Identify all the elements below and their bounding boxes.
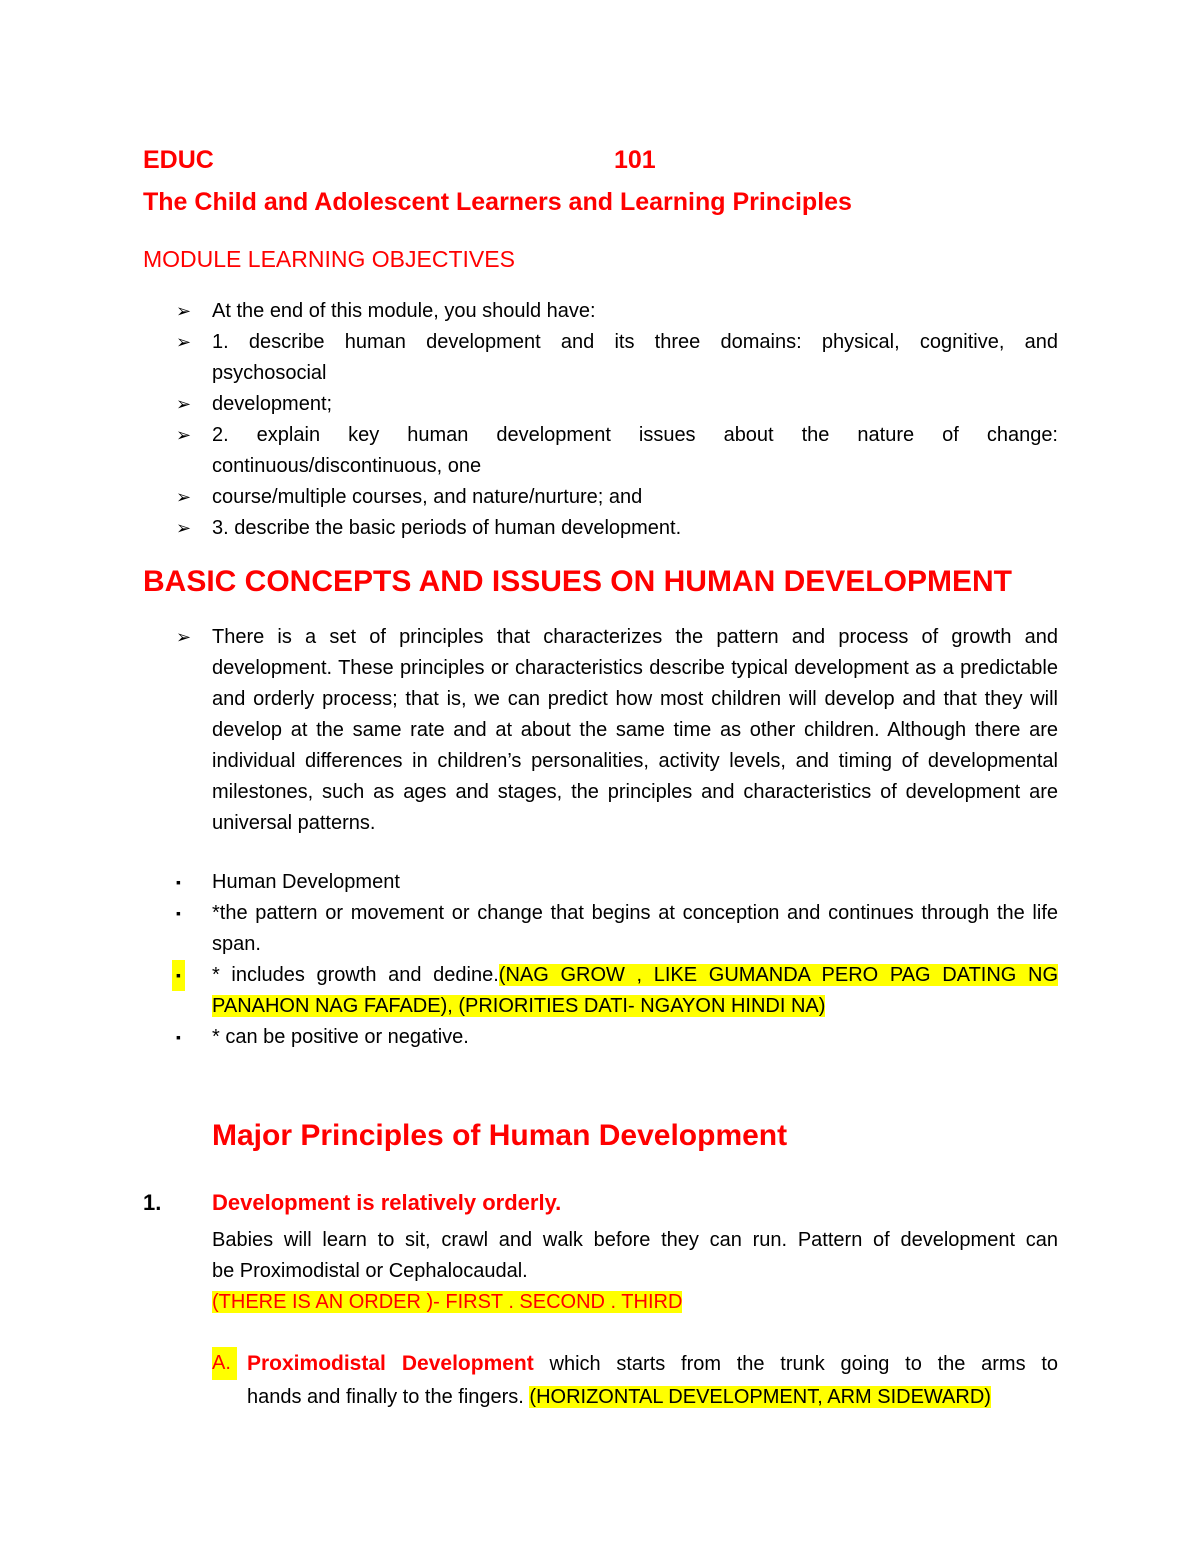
- arrow-bullet-icon: ➢: [176, 301, 192, 321]
- highlighted-note: (NAG GROW , LIKE GUMANDA PERO PAG DATING NG PANAHON NAG FAFADE), (PRIORITIES DATI- NGAYON HINDI NA): [212, 964, 1058, 1017]
- major-principles-heading: Major Principles of Human Development: [212, 1119, 788, 1152]
- highlighted-note: (HORIZONTAL DEVELOPMENT, ARM SIDEWARD): [529, 1386, 991, 1408]
- list-item: [143, 622, 1058, 839]
- list-item: ➢ development;: [143, 389, 1058, 420]
- arrow-bullet-icon: ➢: [176, 394, 192, 414]
- list-item: ➢ 2. explain key human development issues about the nature of change: continuous/discontinuous, one: [143, 420, 1058, 482]
- arrow-bullet-icon: ➢: [176, 487, 192, 507]
- principle-number: 1.: [143, 1190, 162, 1215]
- list-item: ▪ Human Development: [143, 867, 1058, 898]
- objectives-heading: MODULE LEARNING OBJECTIVES: [143, 246, 515, 272]
- square-bullet-icon: ▪: [172, 960, 185, 991]
- arrow-bullet-icon: ➢: [176, 332, 192, 352]
- basic-concepts-list: [143, 622, 1058, 839]
- square-bullet-icon: ▪: [176, 905, 181, 921]
- list-item: ▪ *the pattern or movement or change that begins at conception and continues through the life span.: [143, 898, 1058, 960]
- basic-concepts-heading: BASIC CONCEPTS AND ISSUES ON HUMAN DEVELOPMENT: [143, 565, 1012, 598]
- arrow-bullet-icon: ➢: [176, 518, 192, 538]
- principle-title: Development is relatively orderly.: [212, 1190, 562, 1215]
- list-item: ➢ At the end of this module, you should have:: [143, 296, 1058, 327]
- square-bullet-icon: ▪: [176, 1029, 181, 1045]
- sub-principle-a: A. Proximodistal Development which starts from the trunk going to the arms to hands and finally to the fingers. (HORIZONTAL DEVELOPMENT, ARM SIDEWARD): [212, 1347, 1058, 1414]
- basic-concepts-paragraph: There is a set of principles that characterizes the pattern and process of growth and development. These principles or characteristics describe typical development as a predictable and orderly process; that is, we can predict how most children will develop and that they will develop at the same rate and at about the same time as other children. Although there are individual differences in children’s personalities, activity levels, and timing of developmental milestones, such as ages and stages, the principles and characteristics of development are universal patterns.: [212, 626, 1058, 834]
- principle-body: Babies will learn to sit, crawl and walk before they can run. Pattern of development can be Proximodistal or Cephalocaudal. (THERE IS AN ORDER )- FIRST . SECOND . THIRD: [212, 1229, 1058, 1313]
- square-bullet-icon: ▪: [176, 874, 181, 890]
- course-number: 101: [614, 146, 656, 174]
- course-title: The Child and Adolescent Learners and Learning Principles: [143, 188, 852, 216]
- list-item: ▪ * can be positive or negative.: [143, 1022, 1058, 1053]
- list-item: ➢ 3. describe the basic periods of human development.: [143, 513, 1058, 544]
- arrow-bullet-icon: ➢: [176, 627, 192, 647]
- highlighted-note: (THERE IS AN ORDER )- FIRST . SECOND . THIRD: [212, 1291, 683, 1313]
- list-item: ➢ course/multiple courses, and nature/nurture; and: [143, 482, 1058, 513]
- arrow-bullet-icon: ➢: [176, 425, 192, 445]
- list-item: ▪ * includes growth and dedine.(NAG GROW , LIKE GUMANDA PERO PAG DATING NG PANAHON NAG FAFADE), (PRIORITIES DATI- NGAYON HINDI NA): [143, 960, 1058, 1022]
- course-code: EDUC: [143, 146, 214, 174]
- sub-principle-letter: A.: [212, 1347, 237, 1380]
- definition-list: [143, 867, 1058, 1053]
- objectives-list: [143, 296, 1058, 544]
- list-item: ➢ 1. describe human development and its three domains: physical, cognitive, and psychosocial: [143, 327, 1058, 389]
- sub-principle-title: Proximodistal Development: [247, 1352, 534, 1375]
